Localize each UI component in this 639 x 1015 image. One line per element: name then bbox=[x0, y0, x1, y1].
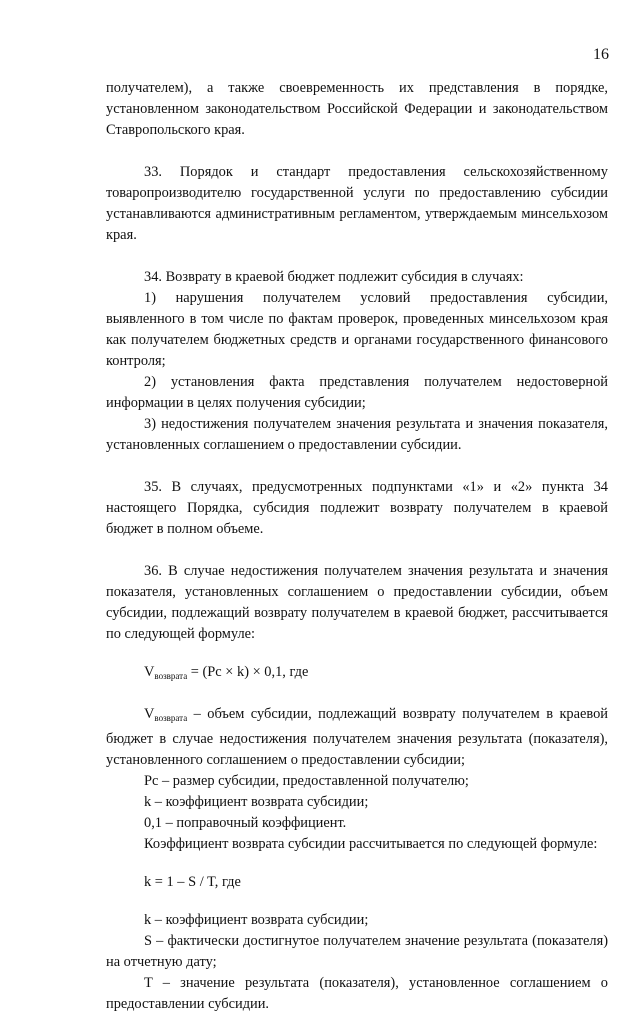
v-subscript: возврата bbox=[154, 671, 188, 681]
definition-t: T – значение результата (показателя), установленное соглашением о предоставлении субсидии. bbox=[106, 975, 608, 1012]
paragraph-36: 36. В случае недостижения получателем значения результата и значения показателя, установленных соглашением о предоставлении субсидии, объем субсидии, подлежащий возврату получателем в краевой бюджет, рассчитывается по следующей формуле: bbox=[106, 563, 608, 642]
paragraph-continuation: получателем), а также своевременность их представления в порядке, установленном законодательством Российской Федерации и законодательством Ставропольского края. bbox=[106, 80, 608, 138]
definition-v bbox=[106, 704, 608, 771]
formula-volume-rest: = (Pc × k) × 0,1, где bbox=[187, 664, 309, 680]
paragraph-34-item-2: 2) установления факта представления получателем недостоверной информации в целях получения субсидии; bbox=[106, 374, 608, 411]
v-symbol: V bbox=[144, 664, 155, 680]
definition-v-text: – объем субсидии, подлежащий возврату получателем в краевой бюджет в случае недостижения получателем значения результата (показателя), установленного соглашением о предоставлении субсидии; bbox=[106, 706, 608, 768]
definition-k: k – коэффициент возврата субсидии; bbox=[144, 794, 369, 810]
paragraph-34-item-3: 3) недостижения получателем значения результата и значения показателя, установленных соглашением о предоставлении субсидии. bbox=[106, 416, 608, 453]
k-formula-intro: Коэффициент возврата субсидии рассчитывается по следующей формуле: bbox=[144, 836, 598, 852]
formula-volume bbox=[106, 662, 608, 687]
document-body bbox=[106, 78, 608, 1015]
definition-coefficient: 0,1 – поправочный коэффициент. bbox=[144, 815, 347, 831]
paragraph-34: 34. Возврату в краевой бюджет подлежит субсидия в случаях: bbox=[144, 269, 524, 285]
paragraph-35: 35. В случаях, предусмотренных подпунктами «1» и «2» пункта 34 настоящего Порядка, субсидия подлежит возврату получателем в краевой бюджет в полном объеме. bbox=[106, 479, 608, 537]
v-subscript: возврата bbox=[154, 713, 188, 723]
definition-k-2: k – коэффициент возврата субсидии; bbox=[144, 912, 369, 928]
formula-k: k = 1 – S / T, где bbox=[144, 874, 241, 890]
page-number: 16 bbox=[593, 46, 609, 63]
v-symbol: V bbox=[144, 706, 155, 722]
paragraph-34-item-1: 1) нарушения получателем условий предоставления субсидии, выявленного в том числе по фактам проверок, проведенных минсельхозом края как получателем бюджетных средств и органами государственного финансового контроля; bbox=[106, 290, 608, 369]
definition-pc: Pc – размер субсидии, предоставленной получателю; bbox=[144, 773, 469, 789]
definition-s: S – фактически достигнутое получателем значение результата (показателя) на отчетную дату; bbox=[106, 933, 608, 970]
paragraph-33: 33. Порядок и стандарт предоставления сельскохозяйственному товаропроизводителю государственной услуги по предоставлению субсидии устанавливаются административным регламентом, утверждаемым минсельхозом края. bbox=[106, 164, 608, 243]
